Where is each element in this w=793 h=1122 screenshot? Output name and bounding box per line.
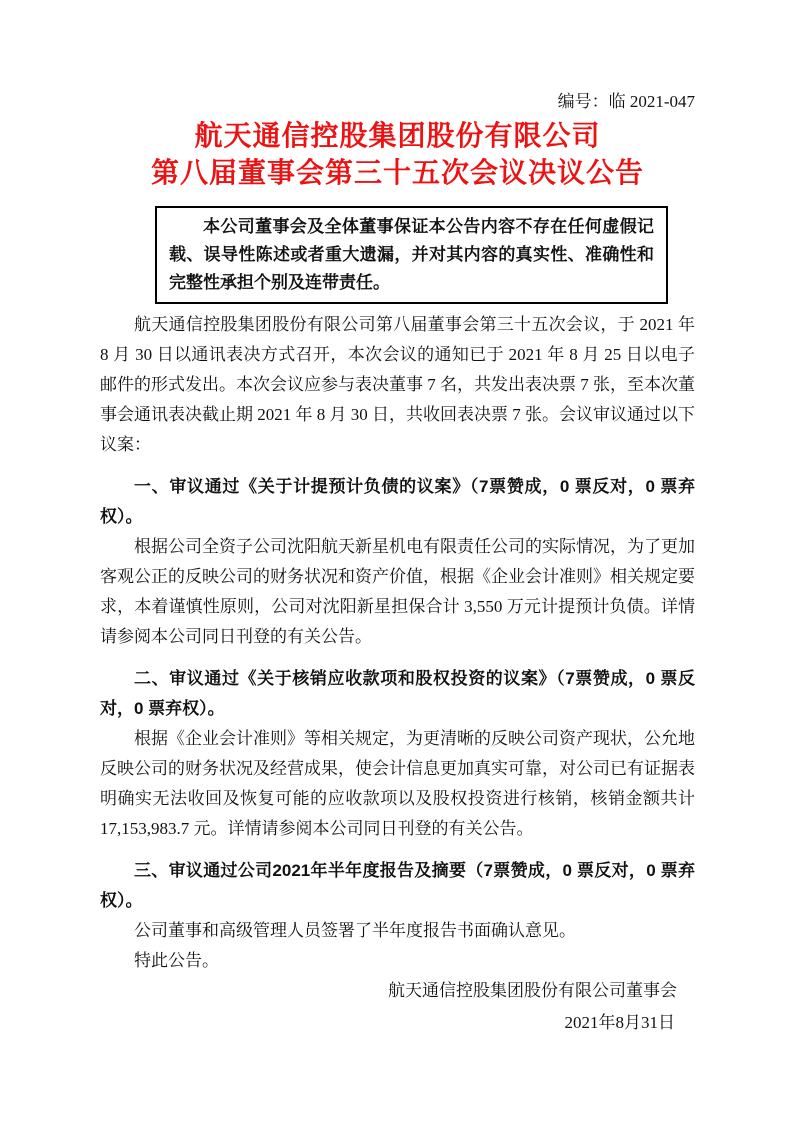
disclaimer-box <box>155 206 668 304</box>
section-2-paragraph: 根据《企业会计准则》等相关规定，为更清晰的反映公司资产现状，公允地反映公司的财务状况及经营成果，使会计信息更加真实可靠，对公司已有证据表明确实无法收回及恢复可能的应收款项以及股权投资进行核销，核销金额共计 17,153,983.7 元。详情请参阅本公司同日刊登的有关公告。 <box>100 729 695 838</box>
section-1-paragraph: 根据公司全资子公司沈阳航天新星机电有限责任公司的实际情况，为了更加客观公正的反映公司的财务状况和资产价值，根据《企业会计准则》相关规定要求，本着谨慎性原则，公司对沈阳新星担保合计 3,550 万元计提预计负债。详情请参阅本公司同日刊登的有关公告。 <box>100 537 695 646</box>
announcement-title: 第八届董事会第三十五次会议决议公告 <box>150 158 644 189</box>
section-3-heading: 三、审议通过公司2021年半年度报告及摘要（7票赞成，0 票反对，0 票弃权）。 <box>100 861 695 910</box>
date-line: 2021年8月31日 <box>564 1013 675 1032</box>
disclaimer-text: 本公司董事会及全体董事保证本公告内容不存在任何虚假记载、误导性陈述或者重大遗漏，并对其内容的真实性、准确性和完整性承担个别及连带责任。 <box>169 217 654 292</box>
section-3-paragraph-1: 公司董事和高级管理人员签署了半年度报告书面确认意见。 <box>134 921 576 940</box>
intro-paragraph: 航天通信控股集团股份有限公司第八届董事会第三十五次会议，于 2021 年 8 月 30 日以通讯表决方式召开，本次会议的通知已于 2021 年 8 月 25 日以电子邮件的形式发出。本次会议应参与表决董事 7 名，共发出表决票 7 张，至本次董事会通讯表决截止期 2021 年 8 月 30 日，共收回表决票 7 张。会议审议通过以下议案： <box>100 315 695 454</box>
signature-line: 航天通信控股集团股份有限公司董事会 <box>388 981 677 1000</box>
section-3-paragraph-2: 特此公告。 <box>134 951 219 970</box>
company-title: 航天通信控股集团股份有限公司 <box>194 121 601 152</box>
section-1-heading: 一、审议通过《关于计提预计负债的议案》（7票赞成，0 票反对，0 票弃权）。 <box>100 477 695 526</box>
doc-number: 编号：临 2021-047 <box>557 92 695 111</box>
section-2-heading: 二、审议通过《关于核销应收款项和股权投资的议案》（7票赞成，0 票反对，0 票弃权）。 <box>100 669 695 718</box>
